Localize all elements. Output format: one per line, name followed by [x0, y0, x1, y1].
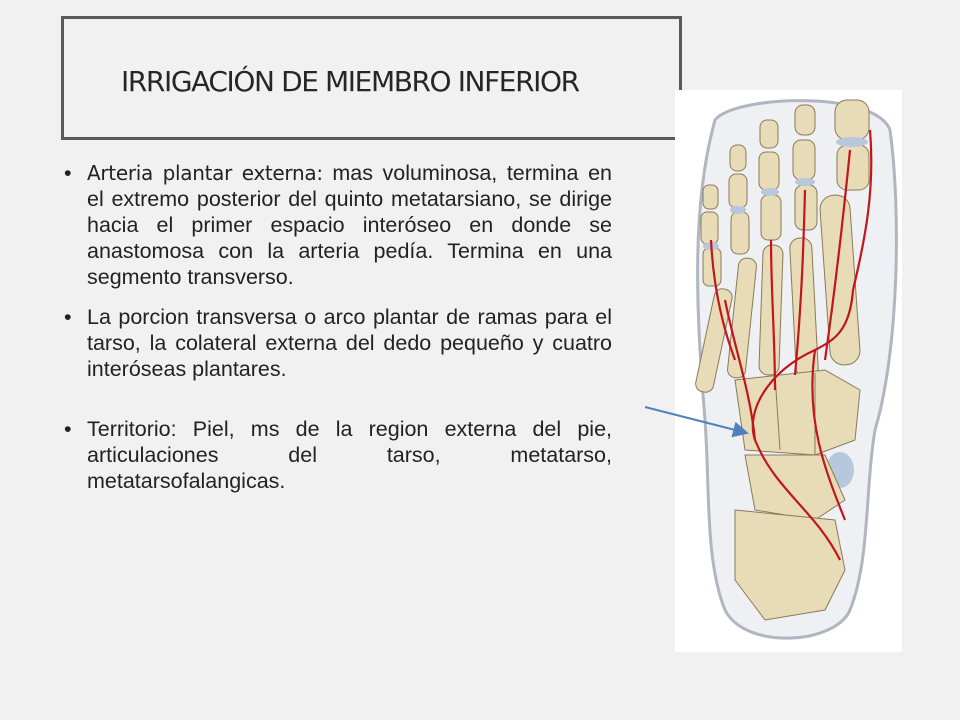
- bullet-dot: •: [64, 305, 72, 329]
- bullet-text: Territorio: Piel, ms de la region externa del pie, articulaciones del tarso, metatarso, metatarsofalangicas.: [87, 417, 612, 493]
- bullet-text: mas voluminosa, termina en el extremo posterior del quinto metatarsiano, se dirige hacia el primer espacio interóseo en donde se anastomosa con la arteria pedía. Termina en una segmento transverso.: [87, 161, 612, 289]
- bullet-bold-lead: Arteria plantar externa:: [87, 161, 323, 185]
- bullet-dot: •: [64, 161, 72, 185]
- bullet-dot: •: [64, 417, 72, 441]
- bullet-text: La porcion transversa o arco plantar de ramas para el tarso, la colateral externa del dedo pequeño y cuatro interóseas plantares.: [87, 305, 612, 381]
- slide-title: IRRIGACIÓN DE MIEMBRO INFERIOR: [121, 65, 579, 98]
